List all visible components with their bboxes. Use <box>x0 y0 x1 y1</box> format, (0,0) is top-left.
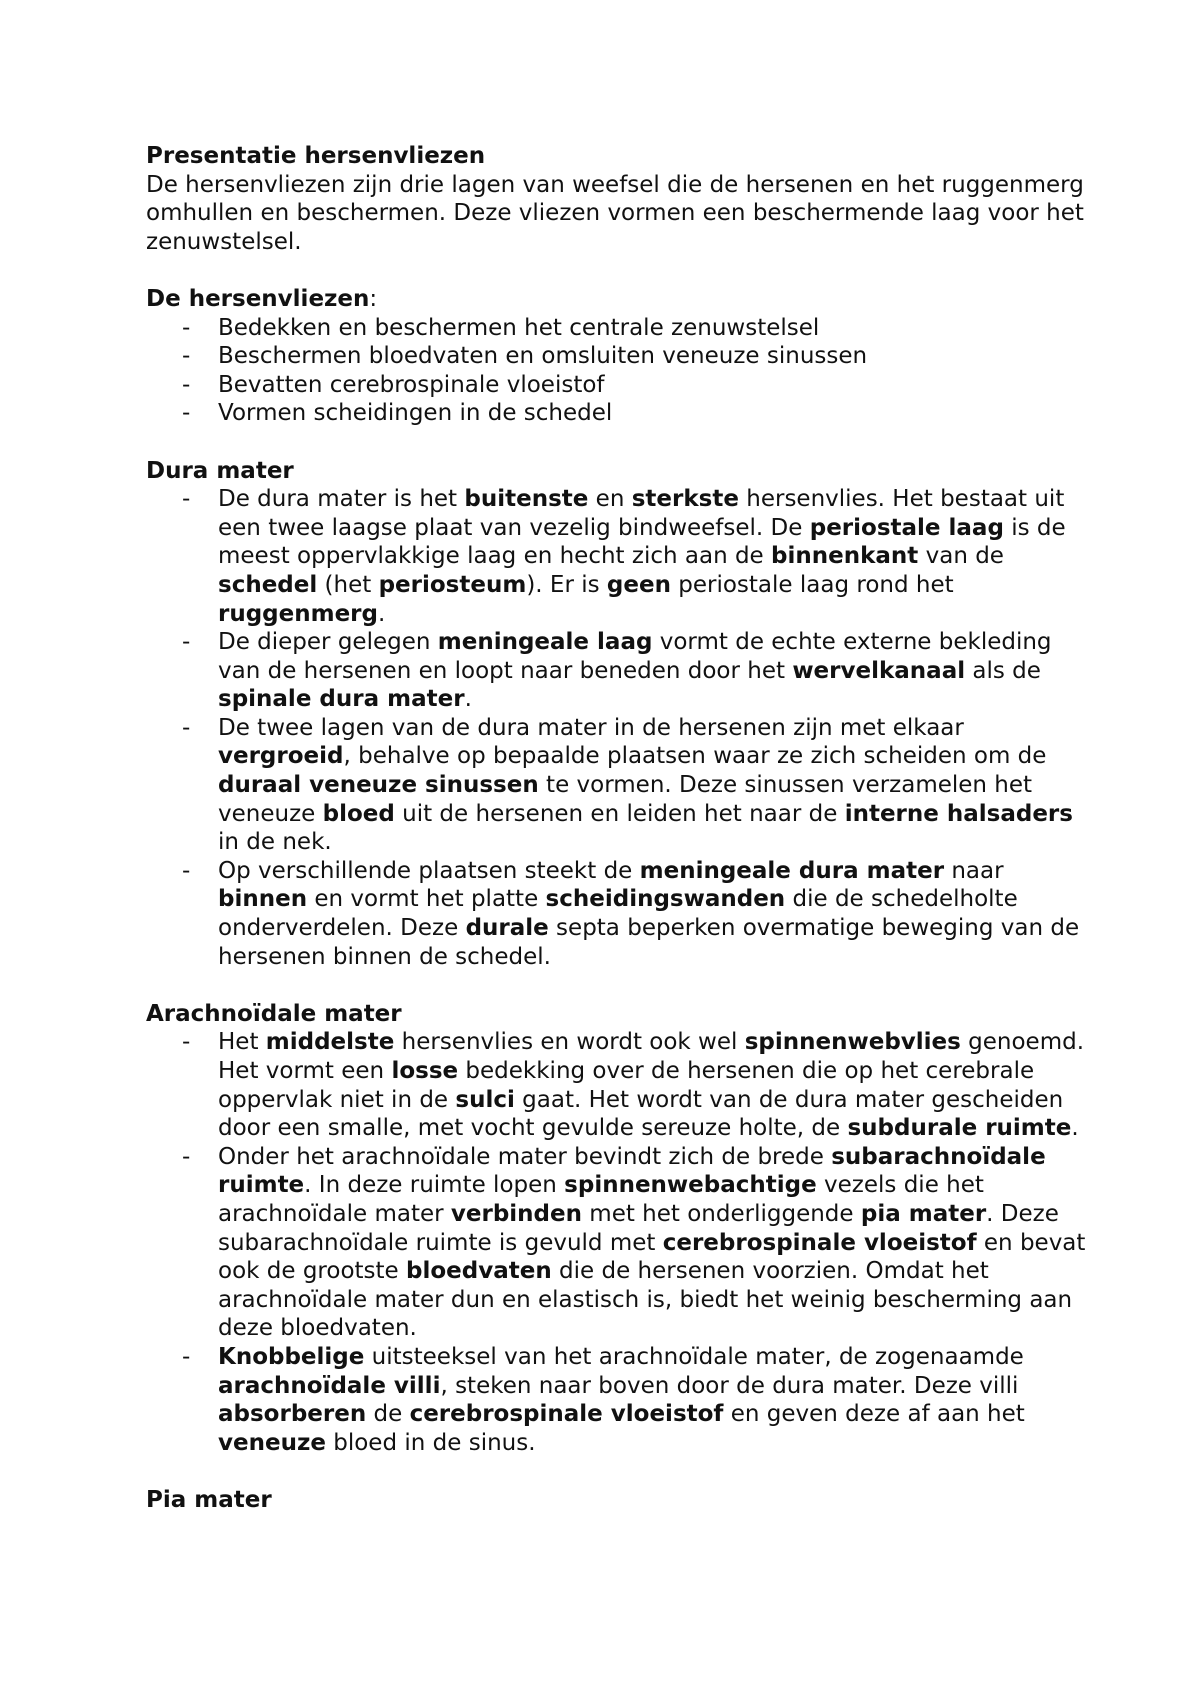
section-heading: Arachnoïdale mater <box>146 1000 402 1027</box>
bold-term: binnenkant <box>771 543 919 570</box>
bold-term: cerebrospinale vloeistof <box>662 1229 977 1256</box>
bold-term: interne halsaders <box>844 800 1073 827</box>
bold-term: sulci <box>455 1086 515 1113</box>
bold-term: buitenste <box>464 486 589 513</box>
functions-list <box>146 314 1086 428</box>
bold-term: losse <box>391 1058 459 1084</box>
section-list <box>146 1028 1086 1457</box>
bold-term: verbinden <box>450 1200 582 1227</box>
bold-term: spinnenwebachtige <box>564 1172 817 1199</box>
list-item: - Beschermen bloedvaten en omsluiten veneuze sinussen <box>218 342 1086 371</box>
spacer <box>146 1457 1086 1486</box>
functions-heading-line <box>146 285 1086 314</box>
bold-term: sterkste <box>631 486 739 513</box>
spacer <box>146 971 1086 1000</box>
section-dura-mater <box>146 457 1086 972</box>
list-item: - De dieper gelegen meningeale laag vormt de echte externe bekleding van de hersenen en loopt naar beneden door het wervelkanaal als de spinale dura mater. <box>218 628 1086 714</box>
section-pia-mater <box>146 1486 1086 1515</box>
list-item: - Op verschillende plaatsen steekt de meningeale dura mater naar binnen en vormt het platte scheidingswanden die de schedelholte onderverdelen. Deze durale septa beperken overmatige beweging van de hersenen binnen de schedel. <box>218 857 1086 971</box>
section-list <box>146 485 1086 971</box>
bold-term: wervelkanaal <box>792 657 966 684</box>
bold-term: binnen <box>218 886 308 913</box>
bold-term: ruggenmerg <box>218 600 378 627</box>
list-item: - Het middelste hersenvlies en wordt ook wel spinnenwebvlies genoemd. Het vormt een losse bedekking over de hersenen die op het cerebrale oppervlak niet in de sulci gaat. Het wordt van de dura mater gescheiden door een smalle, met vocht gevulde sereuze holte, de subdurale ruimte. <box>218 1028 1086 1142</box>
list-item: - De twee lagen van de dura mater in de hersenen zijn met elkaar vergroeid, behalve op bepaalde plaatsen waar ze zich scheiden om de duraal veneuze sinussen te vormen. Deze sinussen verzamelen het veneuze bloed uit de hersenen en leiden het naar de interne halsaders in de nek. <box>218 714 1086 857</box>
bold-term: subdurale ruimte <box>847 1115 1072 1142</box>
bold-term: scheidingswanden <box>545 886 786 913</box>
document-page <box>146 142 1086 1515</box>
list-item: - Bevatten cerebrospinale vloeistof <box>218 371 1086 400</box>
functions-heading-colon: : <box>369 285 378 312</box>
bold-term: spinale dura mater <box>218 686 465 713</box>
bold-term: cerebrospinale vloeistof <box>409 1401 724 1428</box>
bold-term: pia mater <box>860 1200 987 1227</box>
spacer <box>146 428 1086 457</box>
section-heading: Dura mater <box>146 457 294 484</box>
bold-term: subarachnoïdale ruimte <box>218 1143 1046 1199</box>
intro-paragraph: De hersenvliezen zijn drie lagen van weefsel die de hersenen en het ruggenmerg omhullen en beschermen. Deze vliezen vormen een beschermende laag voor het zenuwstelsel. <box>146 171 1084 255</box>
bold-term: absorberen <box>218 1401 367 1428</box>
bold-term: bloedvaten <box>406 1258 552 1285</box>
functions-heading: De hersenvliezen <box>146 285 370 312</box>
spacer <box>146 256 1086 285</box>
bold-term: meningeale dura mater <box>639 857 945 884</box>
bold-term: periostale laag <box>809 514 1004 541</box>
section-arachnoidale-mater <box>146 1000 1086 1458</box>
bold-term: Knobbelige <box>218 1343 365 1370</box>
section-heading: Pia mater <box>146 1486 272 1513</box>
bold-term: arachnoïdale villi <box>218 1372 441 1399</box>
bold-term: spinnenwebvlies <box>744 1029 961 1056</box>
bold-term: meningeale laag <box>437 629 653 656</box>
bold-term: geen <box>606 571 671 598</box>
bold-term: veneuze <box>218 1429 326 1456</box>
bold-term: vergroeid <box>218 743 344 770</box>
document-title: Presentatie hersenvliezen <box>146 143 486 169</box>
bold-term: periosteum <box>378 571 527 598</box>
bold-term: durale <box>465 915 549 942</box>
bold-term: duraal veneuze sinussen <box>218 772 539 799</box>
list-item: - Bedekken en beschermen het centrale zenuwstelsel <box>218 314 1086 343</box>
bold-term: bloed <box>322 800 395 827</box>
bold-term: schedel <box>218 571 318 598</box>
list-item: - Knobbelige uitsteeksel van het arachnoïdale mater, de zogenaamde arachnoïdale villi, steken naar boven door de dura mater. Deze villi absorberen de cerebrospinale vloeistof en geven deze af aan het veneuze bloed in de sinus. <box>218 1343 1086 1457</box>
list-item: - Onder het arachnoïdale mater bevindt zich de brede subarachnoïdale ruimte. In deze ruimte lopen spinnenwebachtige vezels die het arachnoïdale mater verbinden met het onderliggende pia mater. Deze subarachnoïdale ruimte is gevuld met cerebrospinale vloeistof en bevat ook de grootste bloedvaten die de hersenen voorzien. Omdat het arachnoïdale mater dun en elastisch is, biedt het weinig bescherming aan deze bloedvaten. <box>218 1143 1086 1343</box>
bold-term: middelste <box>265 1029 395 1056</box>
list-item: - De dura mater is het buitenste en sterkste hersenvlies. Het bestaat uit een twee laagse plaat van vezelig bindweefsel. De periostale laag is de meest oppervlakkige laag en hecht zich aan de binnenkant van de schedel (het periosteum). Er is geen periostale laag rond het ruggenmerg. <box>218 485 1086 628</box>
list-item: - Vormen scheidingen in de schedel <box>218 399 1086 428</box>
